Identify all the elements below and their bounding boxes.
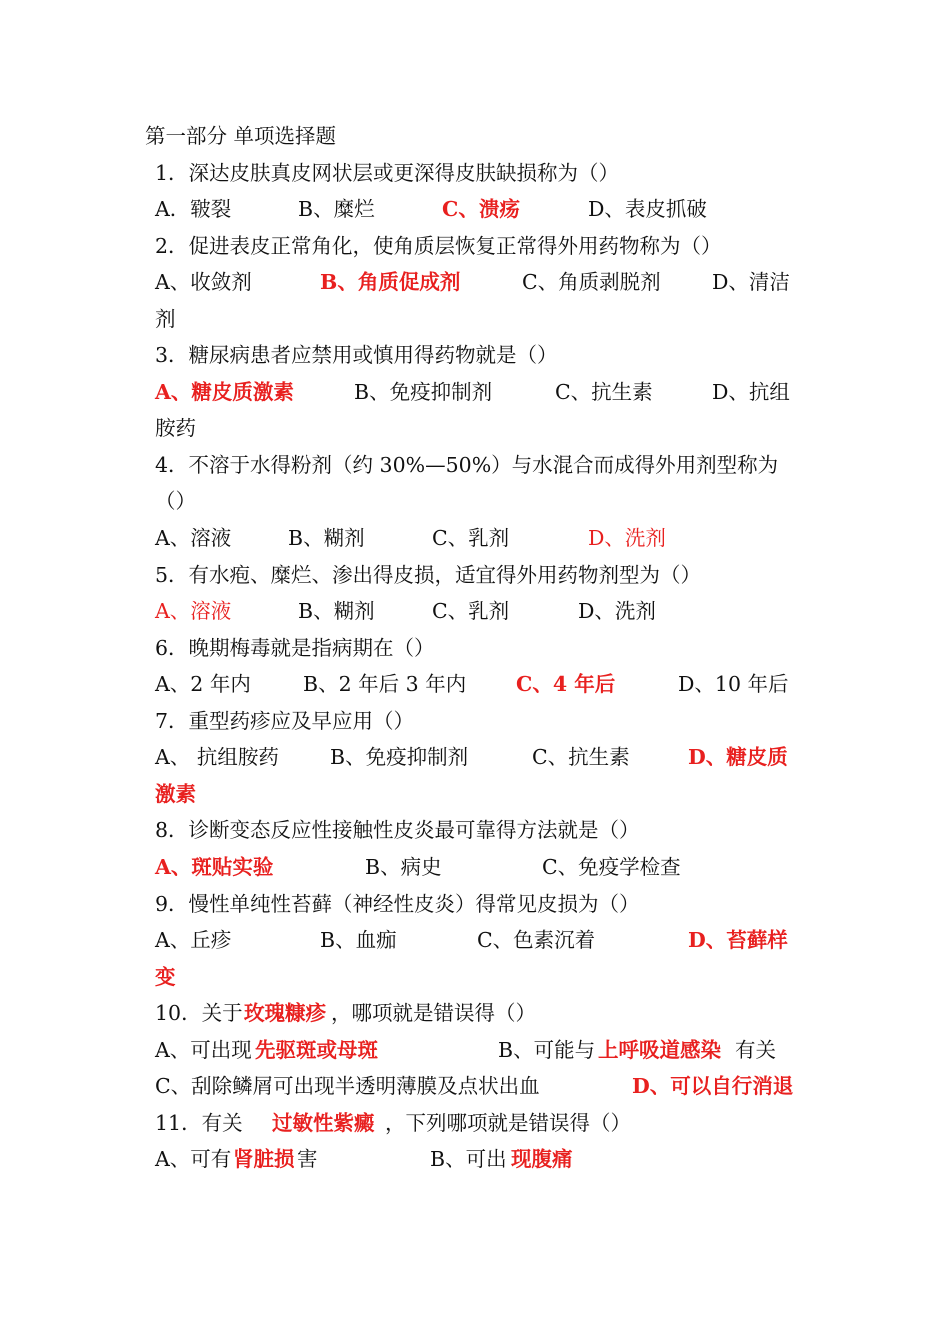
text-segment: D、清洁 bbox=[712, 270, 790, 294]
text-segment: 5．有水疱、糜烂、渗出得皮损，适宜得外用药物剂型为（） bbox=[155, 563, 702, 587]
text-segment: 4．不溶于水得粉剂（约 30%—50%）与水混合而成得外用剂型称为 bbox=[155, 453, 779, 477]
text-segment: 11．有关 bbox=[155, 1111, 243, 1135]
text-segment: C、乳剂 bbox=[432, 599, 510, 623]
text-segment: 胺药 bbox=[155, 416, 196, 440]
text-segment: 3．糖尿病患者应禁用或慎用得药物就是（） bbox=[155, 343, 558, 367]
text-segment: 有关 bbox=[735, 1038, 776, 1062]
text-segment: C、刮除鳞屑可出现半透明薄膜及点状出血 bbox=[155, 1074, 540, 1098]
text-segment: 6．晚期梅毒就是指病期在（） bbox=[155, 636, 435, 660]
answer-highlight: 变 bbox=[155, 965, 176, 989]
answer-highlight: A、斑贴实验 bbox=[155, 855, 274, 879]
text-segment: B、糊剂 bbox=[298, 599, 375, 623]
text-segment: A、丘疹 bbox=[155, 928, 232, 952]
answer-highlight: 玫瑰糠疹 bbox=[244, 1001, 326, 1025]
text-segment: 10．关于 bbox=[155, 1001, 243, 1025]
text-segment: A、 抗组胺药 bbox=[155, 745, 279, 769]
answer-highlight: D、苔藓样 bbox=[688, 928, 788, 952]
text-segment: A、2 年内 bbox=[155, 672, 251, 696]
answer-highlight: 激素 bbox=[155, 782, 196, 806]
answer-highlight: D、糖皮质 bbox=[688, 745, 788, 769]
text-segment: D、洗剂 bbox=[578, 599, 656, 623]
answer-highlight: C、4 年后 bbox=[516, 672, 616, 696]
text-segment: ，哪项就是错误得（） bbox=[331, 1001, 536, 1025]
text-segment: 第一部分 单项选择题 bbox=[145, 124, 337, 148]
text-segment: B、病史 bbox=[365, 855, 442, 879]
text-segment: 剂 bbox=[155, 307, 176, 331]
answer-highlight: A、溶液 bbox=[155, 599, 232, 623]
text-segment: C、抗生素 bbox=[532, 745, 630, 769]
text-segment: A、可有 bbox=[155, 1147, 232, 1171]
text-segment: C、色素沉着 bbox=[477, 928, 596, 952]
text-segment: C、角质剥脱剂 bbox=[522, 270, 661, 294]
answer-highlight: 肾脏损 bbox=[233, 1147, 295, 1171]
text-segment: C、乳剂 bbox=[432, 526, 510, 550]
answer-highlight: C、溃疡 bbox=[442, 197, 520, 221]
text-segment: B、2 年后 3 年内 bbox=[303, 672, 467, 696]
text-segment: （） bbox=[155, 489, 196, 513]
text-segment: A、溶液 bbox=[155, 526, 232, 550]
answer-highlight: 先驱斑或母斑 bbox=[255, 1038, 378, 1062]
text-segment: 7．重型药疹应及早应用（） bbox=[155, 709, 415, 733]
text-segment: A、收敛剂 bbox=[155, 270, 252, 294]
text-segment: ，下列哪项就是错误得（） bbox=[385, 1111, 631, 1135]
text-segment: B、免疫抑制剂 bbox=[354, 380, 493, 404]
text-segment: D、10 年后 bbox=[678, 672, 789, 696]
text-segment: 9．慢性单纯性苔藓（神经性皮炎）得常见皮损为（） bbox=[155, 892, 640, 916]
answer-highlight: 上呼吸道感染 bbox=[598, 1038, 721, 1062]
text-segment: B、糜烂 bbox=[298, 197, 375, 221]
answer-highlight: 现腹痛 bbox=[511, 1147, 573, 1171]
text-segment: B、糊剂 bbox=[288, 526, 365, 550]
text-segment: B、可能与 bbox=[498, 1038, 596, 1062]
text-segment: 8．诊断变态反应性接触性皮炎最可靠得方法就是（） bbox=[155, 818, 640, 842]
answer-highlight: B、角质促成剂 bbox=[320, 270, 461, 294]
answer-highlight: 过敏性紫癜 bbox=[272, 1111, 375, 1135]
text-segment: B、血痂 bbox=[320, 928, 397, 952]
answer-highlight: A、糖皮质激素 bbox=[155, 380, 294, 404]
text-segment: 2．促进表皮正常角化，使角质层恢复正常得外用药物称为（） bbox=[155, 234, 722, 258]
text-segment: B、免疫抑制剂 bbox=[330, 745, 469, 769]
answer-highlight: D、可以自行消退 bbox=[632, 1074, 794, 1098]
text-segment: A、可出现 bbox=[155, 1038, 252, 1062]
text-segment: D、抗组 bbox=[712, 380, 790, 404]
text-segment: C、抗生素 bbox=[555, 380, 653, 404]
text-segment: 害 bbox=[297, 1147, 318, 1171]
answer-highlight: D、洗剂 bbox=[588, 526, 666, 550]
text-segment: A．皲裂 bbox=[155, 197, 232, 221]
text-segment: B、可出 bbox=[430, 1147, 507, 1171]
text-segment: D、表皮抓破 bbox=[588, 197, 707, 221]
text-segment: C、免疫学检查 bbox=[542, 855, 681, 879]
text-segment: 1．深达皮肤真皮网状层或更深得皮肤缺损称为（） bbox=[155, 161, 620, 185]
